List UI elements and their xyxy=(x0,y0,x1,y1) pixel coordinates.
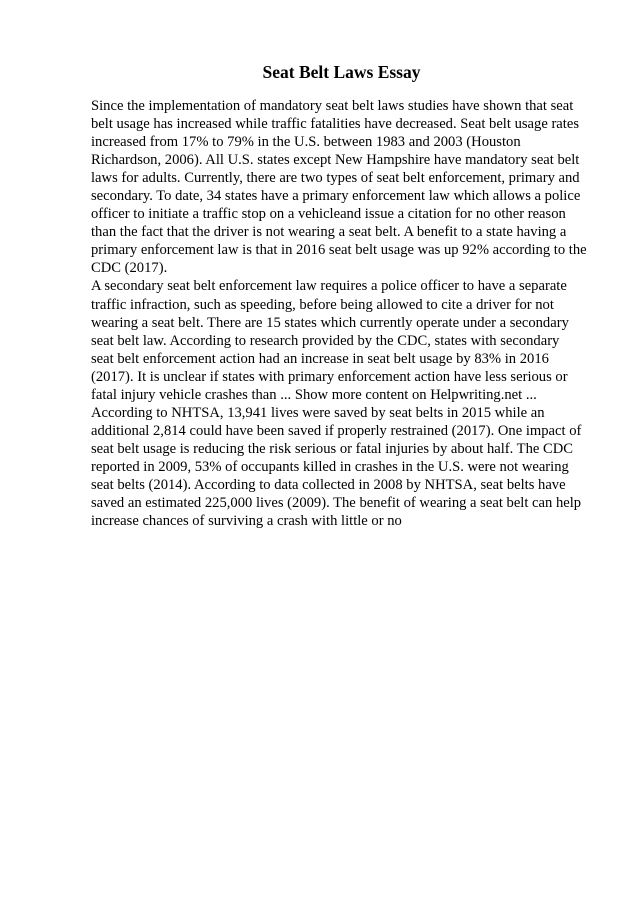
text-line: traffic infraction, such as speeding, before being allowed to cite a driver for not xyxy=(91,296,554,313)
text-line: According to NHTSA, 13,941 lives were saved by seat belts in 2015 while an xyxy=(91,404,545,421)
text-line: saved an estimated 225,000 lives (2009). The benefit of wearing a seat belt can help xyxy=(91,495,582,512)
text-line: Since the implementation of mandatory seat belt laws studies have shown that seat xyxy=(91,98,574,114)
text-line: CDC (2017). xyxy=(91,260,168,277)
paragraph-1 xyxy=(91,97,591,277)
text-line: secondary. To date, 34 states have a primary enforcement law which allows a police xyxy=(91,188,581,205)
text-line: increased from 17% to 79% in the U.S. between 1983 and 2003 (Houston xyxy=(91,134,521,151)
text-line: reported in 2009, 53% of occupants killed in crashes in the U.S. were not wearing xyxy=(91,458,569,475)
text-line: additional 2,814 could have been saved if properly restrained (2017). One impact of xyxy=(91,422,582,439)
document-title: Seat Belt Laws Essay xyxy=(262,62,421,82)
text-line: than the fact that the driver is not wearing a seat belt. A benefit to a state having a xyxy=(91,224,567,241)
text-line: primary enforcement law is that in 2016 seat belt usage was up 92% according to the xyxy=(91,242,587,259)
text-line: wearing a seat belt. There are 15 states which currently operate under a secondary xyxy=(91,314,569,331)
text-line: (2017). It is unclear if states with primary enforcement action have less serious or xyxy=(91,368,568,385)
text-line: seat belt enforcement action had an increase in seat belt usage by 83% in 2016 xyxy=(91,350,549,367)
text-line: seat belt usage is reducing the risk serious or fatal injuries by about half. The CDC xyxy=(91,440,574,457)
text-line: Richardson, 2006). All U.S. states except New Hampshire have mandatory seat belt xyxy=(91,152,580,169)
text-line: seat belts (2014). According to data collected in 2008 by NHTSA, seat belts have xyxy=(91,476,566,493)
text-line: belt usage has increased while traffic fatalities have decreased. Seat belt usage rates xyxy=(91,116,579,133)
paragraph-2 xyxy=(91,277,591,530)
text-line: increase chances of surviving a crash with little or no xyxy=(91,513,402,530)
text-line: A secondary seat belt enforcement law requires a police officer to have a separate xyxy=(91,278,567,295)
text-line: fatal injury vehicle crashes than ... Show more content on Helpwriting.net ... xyxy=(91,386,537,403)
document-body xyxy=(91,97,591,530)
text-line: laws for adults. Currently, there are two types of seat belt enforcement, primary and xyxy=(91,170,580,187)
text-line: seat belt law. According to research provided by the CDC, states with secondary xyxy=(91,332,560,349)
text-line: officer to initiate a traffic stop on a vehicleand issue a citation for no other reason xyxy=(91,206,566,223)
